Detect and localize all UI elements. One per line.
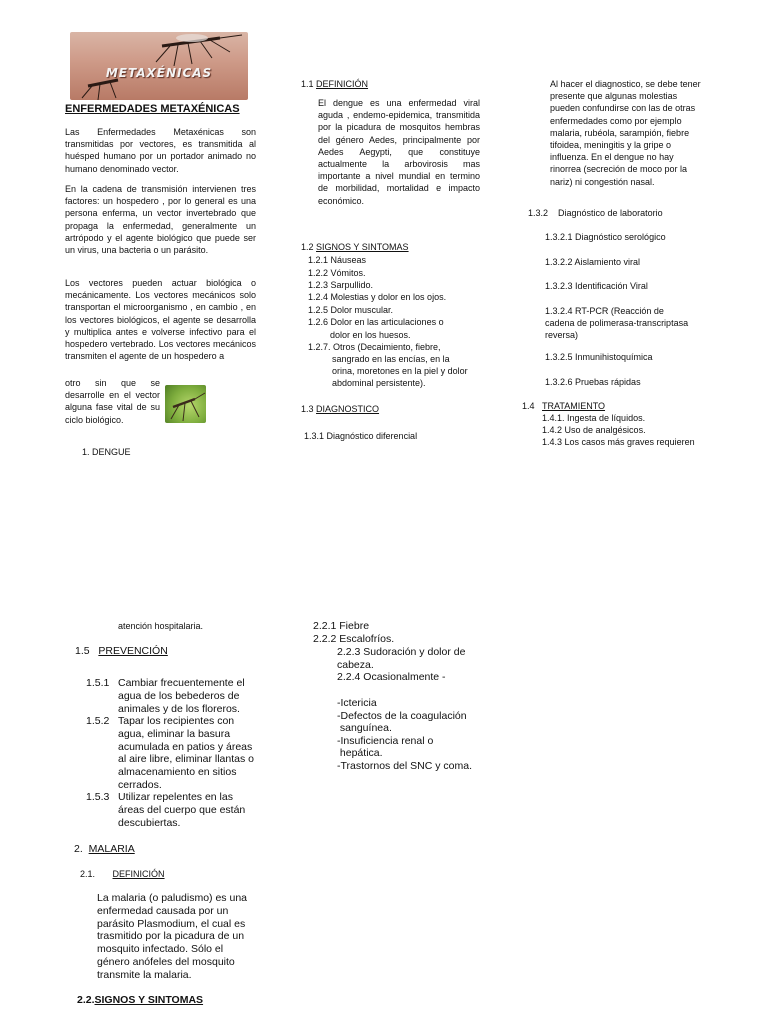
tratamiento-item-2: 1.4.2 Uso de analgésicos. <box>542 425 646 435</box>
lab-heading: 1.3.2 Diagnóstico de laboratorio <box>528 208 663 218</box>
signo-item-7-cont: sangrado en las encías, en la orina, moretones en la piel y dolor abdominal persistente). <box>332 354 468 389</box>
signos-label: SIGNOS Y SINTOMAS <box>316 242 409 252</box>
section-dengue: 1. DENGUE <box>82 447 131 457</box>
malaria-extra-6: -Trastornos del SNC y coma. <box>337 760 472 772</box>
malaria-extra-4: -Insuficiencia renal o <box>337 735 434 747</box>
prev-item-num-2: 1.5.2 <box>86 715 110 727</box>
prevencion-number: 1.5 <box>75 645 90 657</box>
malaria-def-label: DEFINICIÓN <box>112 869 165 879</box>
paragraph-intro: Las Enfermedades Metaxénicas son transmitidas por vectores, es transmitida al huésped humano por un portador animado no humano denominado vector. <box>65 127 256 174</box>
prevencion-label: PREVENCIÓN <box>98 645 168 657</box>
tratamiento-heading <box>522 400 605 412</box>
malaria-signo-4: 2.2.4 Ocasionalmente - <box>337 671 446 683</box>
prev-item-text-1: Cambiar frecuentemente el agua de los bebederos de animales y de los floreros. <box>118 677 245 715</box>
signo-item-1: 1.2.1 Náuseas <box>308 255 367 265</box>
prev-item-num-3: 1.5.3 <box>86 791 110 803</box>
malaria-extra-3: sanguínea. <box>337 722 392 734</box>
banner-image <box>70 32 248 100</box>
definicion-label: DEFINICIÓN <box>316 79 369 89</box>
malaria-signo-1: 2.2.1 Fiebre <box>313 620 370 632</box>
malaria-definition: La malaria (o paludismo) es una enfermedad causada por un parásito Plasmodium, el cual es trasmitido por la picadura de un mosquito infectado. Sólo el género anófeles del mosquito transmite la malaria. <box>97 892 247 981</box>
mosquito-icon <box>165 385 206 423</box>
tratamiento-item-3: 1.4.3 Los casos más graves requieren <box>542 437 695 447</box>
banner-title: METAXÉNICAS <box>105 66 213 80</box>
lab-item-2: 1.3.2.2 Aislamiento viral <box>545 257 641 267</box>
tratamiento-number: 1.4 <box>522 401 535 411</box>
malaria-extra-2: -Defectos de la coagulación <box>337 710 467 722</box>
malaria-extra-5: hepática. <box>337 747 383 759</box>
diagnostico-heading <box>301 403 379 415</box>
signo-item-7: 1.2.7. Otros (Decaimiento, fiebre, <box>308 342 441 352</box>
paragraph-vectors: Los vectores pueden actuar biológica o mecánicamente. Los vectores mecánicos solo transportan el microorganismo , en cambio , en los vectores biológicos, el agente se desarrolla y multiplica antes e volverse infectivo para el hospedero vertebrado. Los vectores mecánicos transmiten el agente de un hospedero a <box>65 278 256 362</box>
malaria-signo-2: 2.2.2 Escalofríos. <box>313 633 395 645</box>
prev-item-text-3: Utilizar repelentes en las áreas del cuerpo que están descubiertas. <box>118 791 246 829</box>
malaria-extra-1: -Ictericia <box>337 697 377 709</box>
signos-number: 1.2 <box>301 242 314 252</box>
prev-item-num-1: 1.5.1 <box>86 677 110 689</box>
definicion-heading <box>301 78 368 90</box>
lab-item-5: 1.3.2.5 Inmunihistoquímica <box>545 352 653 362</box>
main-heading: ENFERMEDADES METAXÉNICAS <box>65 103 240 115</box>
signos-heading <box>301 241 409 253</box>
prev-item-text-2: Tapar los recipientes con agua, eliminar la basura acumulada en patios y áreas al aire libre, eliminar llantas o almacenamiento en sitios cerrados. <box>118 715 254 791</box>
paragraph-vectors-continued: otro sin que se desarrolle en el vector alguna fase vital de su ciclo biológico. <box>65 378 160 425</box>
definicion-number: 1.1 <box>301 79 314 89</box>
signo-item-6: 1.2.6 Dolor en las articulaciones o <box>308 317 444 327</box>
mosquito-photo <box>165 385 206 423</box>
paragraph-transmission: En la cadena de transmisión intervienen tres factores: un hospedero , por lo general es una persona enferma, un vector invertebrado que propaga la enfermedad, generalmente un artrópodo y el agente biológico que puede ser un virus, una bacteria o un parásito. <box>65 184 256 256</box>
signo-item-5: 1.2.5 Dolor muscular. <box>308 305 394 315</box>
signo-item-4: 1.2.4 Molestias y dolor en los ojos. <box>308 292 447 302</box>
diagnostico-diferencial: 1.3.1 Diagnóstico diferencial <box>304 431 418 441</box>
malaria-signo-3: 2.2.3 Sudoración y dolor de cabeza. <box>337 646 466 671</box>
tratamiento-label: TRATAMIENTO <box>542 401 606 411</box>
prevencion-heading <box>75 645 168 658</box>
diagnostico-number: 1.3 <box>301 404 314 414</box>
malaria-label: MALARIA <box>88 843 135 855</box>
malaria-signos-number: 2.2. <box>77 994 95 1006</box>
lab-item-3: 1.3.2.3 Identificación Viral <box>545 281 648 291</box>
signo-item-3: 1.2.3 Sarpullido. <box>308 280 374 290</box>
signo-item-2: 1.2.2 Vómitos. <box>308 268 366 278</box>
dengue-definition: El dengue es una enfermedad viral aguda , endemo-epidemica, transmitida por la picadura de mosquitos hembras del género Aedes, principalmente por Aedes Aegypti, que constituye actualmente la arbovirosis mas importante a nivel mundial en termino de morbilidad, mortalidad e impacto económico. <box>318 98 480 206</box>
malaria-number: 2. <box>74 843 83 855</box>
malaria-signos-heading <box>77 994 203 1006</box>
malaria-def-number: 2.1. <box>80 869 96 879</box>
lab-item-4: 1.3.2.4 RT-PCR (Reacción de cadena de polimerasa-transcriptasa reversa) <box>545 306 689 341</box>
malaria-signos-label: SIGNOS Y SINTOMAS <box>94 994 204 1006</box>
diagnostico-text: Al hacer el diagnostico, se debe tener presente que algunas molestias pueden confundirse con las de otras enfermedades como por ejemplo malaria, rubéola, sarampión, fiebre tifoidea, meningitis y la gripe o influenza. En el dengue no hay rinorrea (secreción de moco por la nariz) ni congestión nasal. <box>550 79 701 187</box>
lab-item-1: 1.3.2.1 Diagnóstico serológico <box>545 232 666 242</box>
diagnostico-label: DIAGNOSTICO <box>316 404 380 414</box>
malaria-heading <box>74 843 135 856</box>
signo-item-6-cont: dolor en los huesos. <box>330 330 411 340</box>
tratamiento-item-1: 1.4.1. Ingesta de líquidos. <box>542 413 646 423</box>
lab-item-6: 1.3.2.6 Pruebas rápidas <box>545 377 641 387</box>
malaria-def-heading <box>80 868 165 880</box>
atencion-text: atención hospitalaria. <box>118 621 204 631</box>
